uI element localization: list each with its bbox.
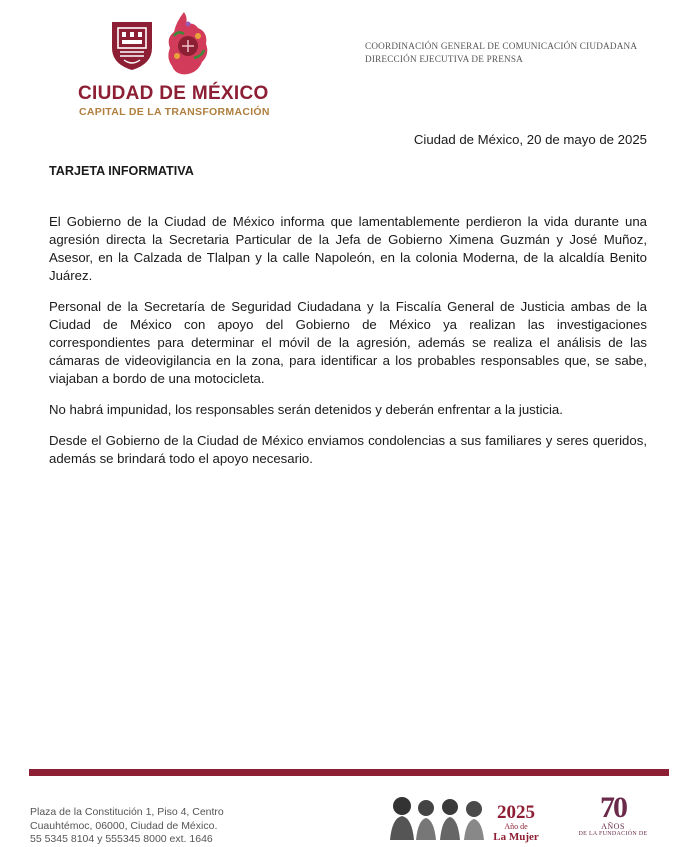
- paragraph-2: Personal de la Secretaría de Seguridad Ciudadana y la Fiscalía General de Justicia ambas de la Ciudad de México con apoyo del Gobierno de México ya realizan las investigaciones correspondientes para determinar el móvil de la agresión, además se realiza el análisis de las cámaras de videovigilancia en la zona, para identificar a los probables responsables que, se sabe, viajaban a bordo de una motocicleta.: [49, 299, 647, 386]
- footer-address: [30, 806, 224, 847]
- badge-line-2: La Mujer: [493, 831, 539, 843]
- badge-year: 2025: [497, 802, 535, 823]
- document-type-heading: TARJETA INFORMATIVA: [49, 164, 194, 178]
- badge-line-1: Año de: [504, 822, 528, 831]
- brand-subtitle: CAPITAL DE LA TRANSFORMACIÓN: [79, 106, 270, 118]
- cdmx-glyph-icon: [164, 10, 212, 78]
- cdmx-logo: [78, 10, 270, 120]
- document-date: Ciudad de México, 20 de mayo de 2025: [413, 132, 647, 147]
- brand-title: CIUDAD DE MÉXICO: [78, 83, 269, 104]
- paragraph-1: El Gobierno de la Ciudad de México informa que lamentablemente perdieron la vida durante una agresión directa la Secretaria Particular de la Jefa de Gobierno Ximena Guzmán y José Muñoz, Asesor, en la Calzada de Tlalpan y la calle Napoleón, en la colonia Moderna, de la alcaldía Benito Juárez.: [49, 214, 647, 283]
- document-body: [49, 213, 647, 481]
- footer-divider: [29, 769, 669, 776]
- anniversary-number: 70: [600, 791, 626, 824]
- year-of-women-badge: [490, 804, 542, 843]
- office-line-2: DIRECCIÓN EJECUTIVA DE PRENSA: [365, 53, 523, 64]
- office-header: [365, 40, 637, 65]
- anniversary-badge: [568, 791, 658, 838]
- paragraph-3: No habrá impunidad, los responsables serán detenidos y deberán enfrentar a la justicia.: [49, 402, 563, 417]
- address-line-1: Plaza de la Constitución 1, Piso 4, Centro: [30, 806, 224, 818]
- address-line-3: 55 5345 8104 y 555345 8000 ext. 1646: [30, 833, 213, 845]
- anniversary-line-1: AÑOS: [601, 822, 625, 831]
- office-line-1: COORDINACIÓN GENERAL DE COMUNICACIÓN CIUDADANA: [365, 41, 638, 51]
- address-line-2: Cuauhtémoc, 06000, Ciudad de México.: [30, 819, 218, 832]
- anniversary-line-2: DE LA FUNDACIÓN DE: [578, 831, 648, 837]
- women-illustration-icon: [388, 792, 488, 840]
- cdmx-shield-icon: [110, 18, 154, 72]
- paragraph-4: Desde el Gobierno de la Ciudad de México enviamos condolencias a sus familiares y seres queridos, además se brindará todo el apoyo necesario.: [49, 433, 647, 466]
